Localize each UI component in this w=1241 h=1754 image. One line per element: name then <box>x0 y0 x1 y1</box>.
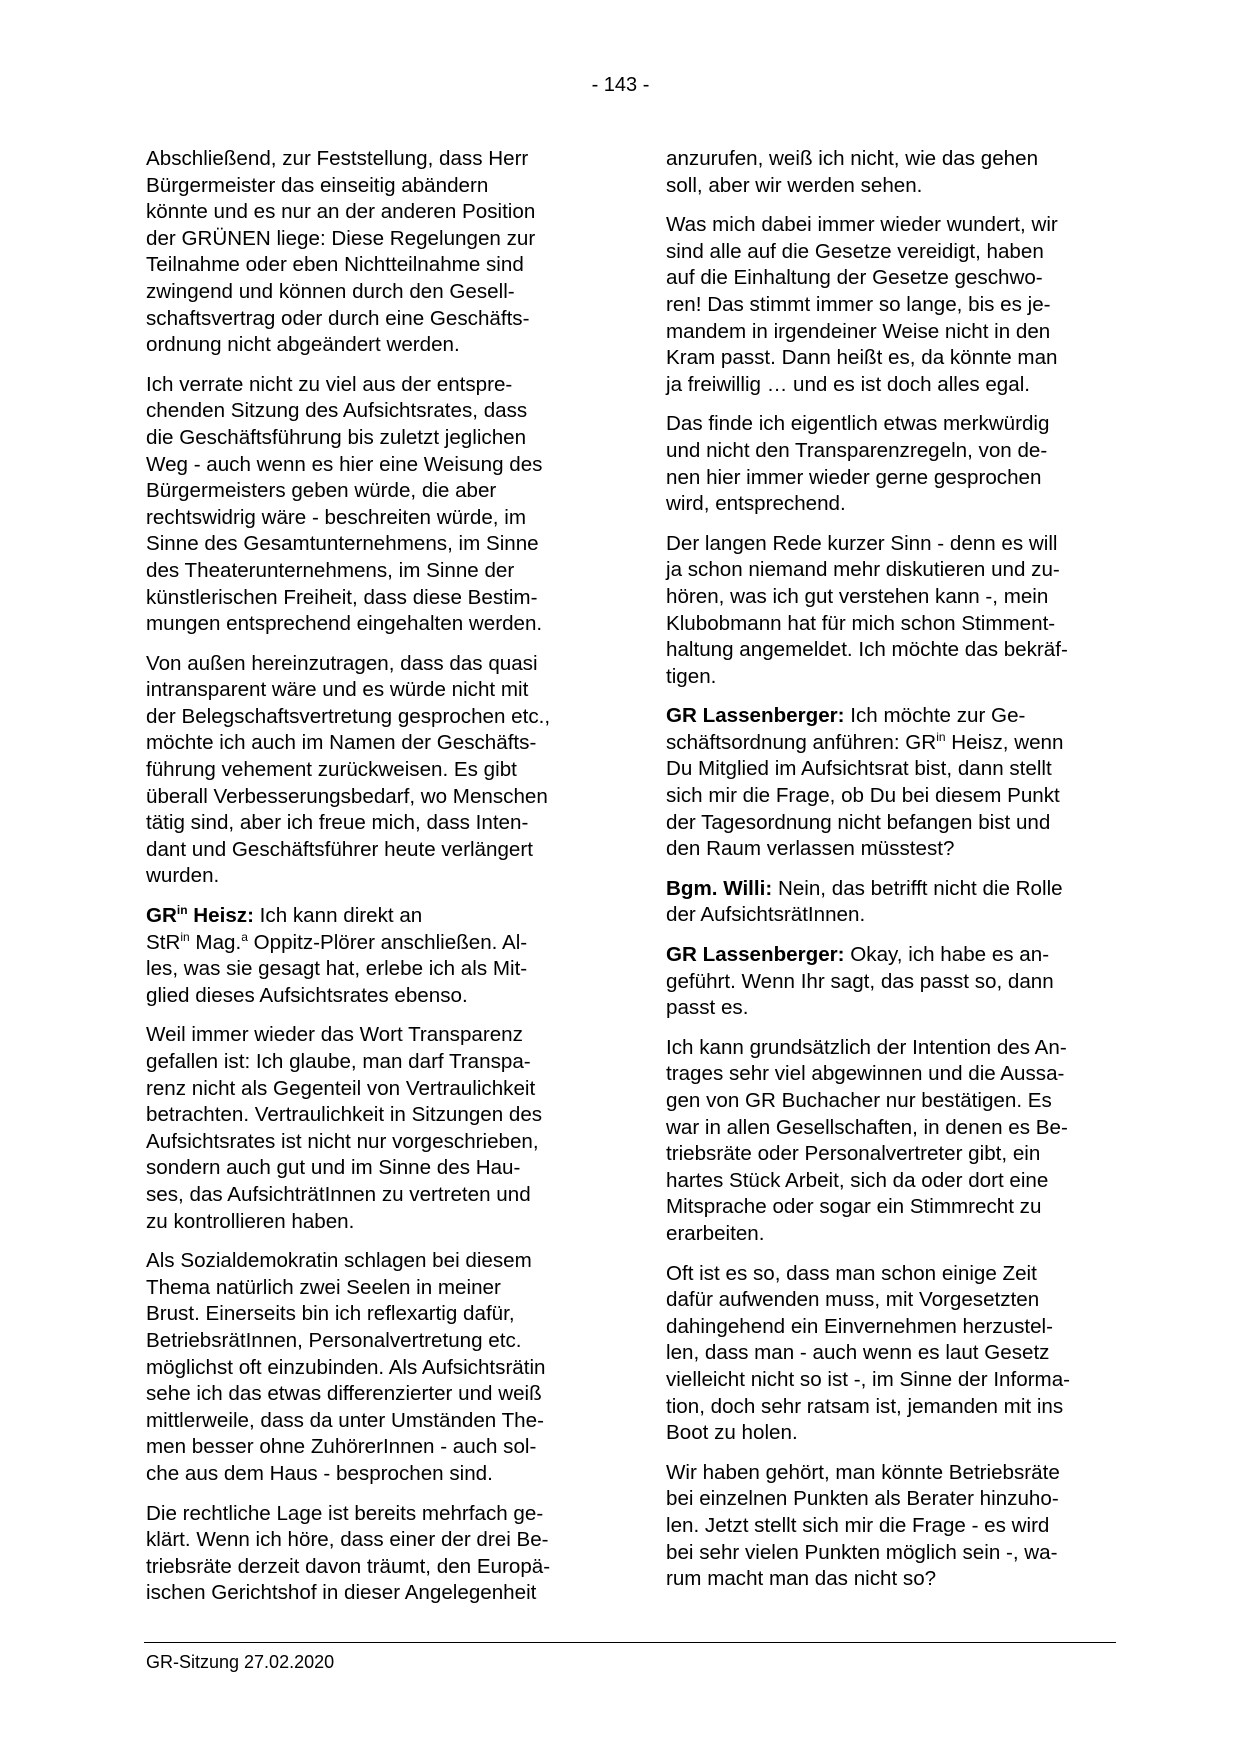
text-line: gen von GR Buchacher nur bestätigen. Es <box>666 1089 1052 1112</box>
text-line: anzurufen, weiß ich nicht, wie das gehen <box>666 147 1039 170</box>
speech-text: StR <box>146 930 181 954</box>
text-line: Was mich dabei immer wieder wundert, wir <box>666 213 1058 237</box>
text-line: dahingehend ein Einvernehmen herzustel- <box>666 1314 1053 1338</box>
text-line: ren! Das stimmt immer so lange, bis es je- <box>666 292 1051 316</box>
text-line: soll, aber wir werden sehen. <box>666 173 923 197</box>
text-line: che aus dem Haus - besprochen sind. <box>146 1461 493 1485</box>
text-line: Du Mitglied im Aufsichtsrat bist, dann stellt <box>666 757 1052 781</box>
text-line: betrachten. Vertraulichkeit in Sitzungen des <box>146 1103 543 1127</box>
text-line: trages sehr viel abgewinnen und die Aussa- <box>666 1062 1065 1086</box>
text-line: der GRÜNEN liege: Diese Regelungen zur <box>146 226 536 250</box>
text-line: den Raum verlassen müsstest? <box>666 837 955 861</box>
text-line: Ich kann grundsätzlich der Intention des An- <box>666 1035 1067 1059</box>
text-line: führung vehement zurückweisen. Es gibt <box>146 758 517 782</box>
text-line: sind alle auf die Gesetze vereidigt, haben <box>666 239 1044 263</box>
speaker-name: GR Lassenberger: <box>666 704 845 728</box>
speech-text: schäftsordnung anführen: GR <box>666 730 937 754</box>
text-line: Thema natürlich zwei Seelen in meiner <box>146 1275 501 1299</box>
text-line: Teilnahme oder eben Nichtteilnahme sind <box>146 253 524 277</box>
footer-text: GR-Sitzung 27.02.2020 <box>146 1652 335 1672</box>
paragraph <box>146 651 604 890</box>
text-line <box>666 730 1124 757</box>
text-line: Klubobmann hat für mich schon Stimment- <box>666 611 1056 635</box>
text-line: der Belegschaftsvertretung gesprochen etc., <box>146 704 551 728</box>
text-line: und nicht den Transparenzregeln, von de- <box>666 438 1048 462</box>
text-line: möglichst oft einzubinden. Als Aufsichtsrätin <box>146 1355 546 1379</box>
text-line: wird, entsprechend. <box>666 492 846 516</box>
text-line: auf die Einhaltung der Gesetze geschwo- <box>666 266 1043 290</box>
text-line: mungen entsprechend eingehalten werden. <box>146 612 543 636</box>
paragraph <box>146 1248 604 1487</box>
text-line: Bürgermeister das einseitig abändern <box>146 173 489 197</box>
text-line: zu kontrollieren haben. <box>146 1209 355 1233</box>
text-line: Sinne des Gesamtunternehmens, im Sinne <box>146 532 539 556</box>
page-number: - 143 - <box>591 74 650 96</box>
text-line: künstlerischen Freiheit, dass diese Bestim- <box>146 585 538 609</box>
text-line: Mitsprache oder sogar ein Stimmrecht zu <box>666 1195 1042 1219</box>
speech-text: Oppitz-Plörer anschließen. Al- <box>247 930 528 954</box>
text-line: bei einzelnen Punkten als Berater hinzuho- <box>666 1487 1059 1511</box>
text-line: sondern auch gut und im Sinne des Hau- <box>146 1156 521 1180</box>
paragraph <box>146 1022 604 1235</box>
footer-divider <box>144 1642 1116 1643</box>
text-line: Weil immer wieder das Wort Transparenz <box>146 1023 523 1047</box>
text-line: vielleicht nicht so ist -, im Sinne der Informa- <box>666 1367 1071 1391</box>
speech-text: Mag. <box>189 930 242 954</box>
text-line: der Tagesordnung nicht befangen bist und <box>666 810 1051 834</box>
text-line <box>666 942 1124 969</box>
text-line <box>666 703 1124 730</box>
text-line: tigen. <box>666 664 717 688</box>
text-line: Als Sozialdemokratin schlagen bei diesem <box>146 1249 532 1273</box>
paragraph <box>666 146 1124 199</box>
superscript: a <box>241 929 248 944</box>
text-line: Ich verrate nicht zu viel aus der entspre- <box>146 372 513 396</box>
speech-text: Okay, ich habe es an- <box>844 943 1050 967</box>
text-line: Weg - auch wenn es hier eine Weisung des <box>146 452 543 476</box>
text-line: rechtswidrig wäre - beschreiten würde, im <box>146 505 526 529</box>
text-line: überall Verbesserungsbedarf, wo Menschen <box>146 784 548 808</box>
text-line: BetriebsrätInnen, Personalvertretung etc. <box>146 1328 522 1352</box>
text-line: len. Jetzt stellt sich mir die Frage - es wird <box>666 1513 1050 1537</box>
text-line: tätig sind, aber ich freue mich, dass Inten- <box>146 811 529 835</box>
speech-paragraph <box>146 903 604 1009</box>
speaker-surname: Heisz: <box>187 904 254 928</box>
text-line: ja freiwillig … und es ist doch alles egal. <box>666 372 1031 396</box>
text-line: Das finde ich eigentlich etwas merkwürdig <box>666 412 1050 436</box>
paragraph <box>146 372 604 638</box>
text-line: hartes Stück Arbeit, sich da oder dort eine <box>666 1168 1049 1192</box>
text-line: schaftsvertrag oder durch eine Geschäfts- <box>146 306 530 330</box>
text-line: war in allen Gesellschaften, in denen es Be- <box>666 1115 1068 1139</box>
speaker-title: GR <box>146 904 177 928</box>
speaker-name: GR Lassenberger: <box>666 943 845 967</box>
paragraph <box>666 531 1124 691</box>
text-line: mittlerweile, dass da unter Umständen The- <box>146 1408 544 1432</box>
text-line <box>146 903 604 930</box>
speaker-name <box>146 904 254 927</box>
paragraph <box>666 1460 1124 1593</box>
text-line: erarbeiten. <box>666 1221 765 1245</box>
text-line: nen hier immer wieder gerne gesprochen <box>666 465 1042 489</box>
speech-text: Ich möchte zur Ge- <box>844 704 1026 728</box>
text-line: Bürgermeisters geben würde, die aber <box>146 479 497 503</box>
text-line: ja schon niemand mehr diskutieren und zu- <box>666 558 1060 582</box>
text-line: les, was sie gesagt hat, erlebe ich als Mit- <box>146 957 528 981</box>
text-line: Oft ist es so, dass man schon einige Zeit <box>666 1261 1037 1285</box>
text-line: klärt. Wenn ich höre, dass einer der drei Be- <box>146 1528 549 1552</box>
text-line: triebsräte oder Personalvertreter gibt, ein <box>666 1142 1041 1166</box>
speech-paragraph <box>666 876 1124 929</box>
text-line: Von außen hereinzutragen, dass das quasi <box>146 651 538 675</box>
right-column <box>666 146 1124 1606</box>
left-column <box>146 146 604 1620</box>
paragraph <box>146 1501 604 1607</box>
superscript: in <box>936 730 946 745</box>
text-line <box>146 930 604 957</box>
text-line: der AufsichtsrätInnen. <box>666 903 866 927</box>
text-line: hören, was ich gut verstehen kann -, mein <box>666 584 1049 608</box>
superscript: in <box>180 929 190 944</box>
paragraph <box>666 1035 1124 1248</box>
text-line: triebsräte derzeit davon träumt, den Europä- <box>146 1554 551 1578</box>
text-line: des Theaterunternehmens, im Sinne der <box>146 558 515 582</box>
text-line: sehe ich das etwas differenzierter und weiß <box>146 1382 542 1406</box>
text-line: chenden Sitzung des Aufsichtsrates, dass <box>146 399 528 423</box>
text-line: bei sehr vielen Punkten möglich sein -, wa- <box>666 1540 1058 1564</box>
text-line: ischen Gerichtshof in dieser Angelegenheit <box>146 1581 537 1605</box>
text-line: sich mir die Frage, ob Du bei diesem Punkt <box>666 784 1060 808</box>
text-line: die Geschäftsführung bis zuletzt jeglichen <box>146 425 527 449</box>
superscript: in <box>176 903 188 918</box>
text-line <box>666 876 1124 903</box>
text-line: dafür aufwenden muss, mit Vorgesetzten <box>666 1288 1040 1312</box>
text-line: dant und Geschäftsführer heute verlängert <box>146 837 533 861</box>
text-line: Kram passt. Dann heißt es, da könnte man <box>666 346 1058 370</box>
text-line: Boot zu holen. <box>666 1421 798 1445</box>
text-line: Der langen Rede kurzer Sinn - denn es will <box>666 531 1058 555</box>
text-line: könnte und es nur an der anderen Position <box>146 200 536 224</box>
text-line: gefallen ist: Ich glaube, man darf Transpa- <box>146 1050 531 1073</box>
speech-paragraph <box>666 942 1124 1022</box>
text-line: intransparent wäre und es würde nicht mit <box>146 678 529 702</box>
text-line: Aufsichtsrates ist nicht nur vorgeschrieben, <box>146 1129 539 1153</box>
text-line: glied dieses Aufsichtsrates ebenso. <box>146 983 468 1007</box>
paragraph <box>666 411 1124 517</box>
text-line: renz nicht als Gegenteil von Vertraulichkeit <box>146 1076 536 1100</box>
speech-paragraph <box>666 703 1124 863</box>
text-line: tion, doch sehr ratsam ist, jemanden mit ins <box>666 1394 1064 1418</box>
text-line: haltung angemeldet. Ich möchte das bekräf- <box>666 638 1068 662</box>
text-line: möchte ich auch im Namen der Geschäfts- <box>146 731 537 755</box>
paragraph <box>666 212 1124 398</box>
speech-text: Nein, das betrifft nicht die Rolle <box>772 876 1063 900</box>
text-line: rum macht man das nicht so? <box>666 1567 937 1591</box>
text-line: len, dass man - auch wenn es laut Gesetz <box>666 1341 1050 1365</box>
text-line: men besser ohne ZuhörerInnen - auch sol- <box>146 1435 537 1459</box>
text-line: zwingend und können durch den Gesell- <box>146 279 515 303</box>
speech-text: Heisz, wenn <box>945 730 1064 754</box>
text-line: mandem in irgendeiner Weise nicht in den <box>666 319 1051 343</box>
text-line: ordnung nicht abgeändert werden. <box>146 333 460 357</box>
text-line: passt es. <box>666 996 749 1020</box>
speaker-name: Bgm. Willi: <box>666 876 773 900</box>
text-line: Abschließend, zur Feststellung, dass Herr <box>146 147 529 170</box>
paragraph <box>666 1261 1124 1447</box>
speech-text: Ich kann direkt an <box>253 904 423 928</box>
text-line: wurden. <box>146 864 220 888</box>
text-line: Die rechtliche Lage ist bereits mehrfach ge- <box>146 1501 544 1525</box>
text-line: geführt. Wenn Ihr sagt, das passt so, dann <box>666 969 1054 993</box>
text-line: Wir haben gehört, man könnte Betriebsräte <box>666 1460 1060 1484</box>
paragraph <box>146 146 604 359</box>
text-line: ses, das AufsichträtInnen zu vertreten und <box>146 1182 531 1206</box>
text-line: Brust. Einerseits bin ich reflexartig dafür, <box>146 1302 515 1326</box>
